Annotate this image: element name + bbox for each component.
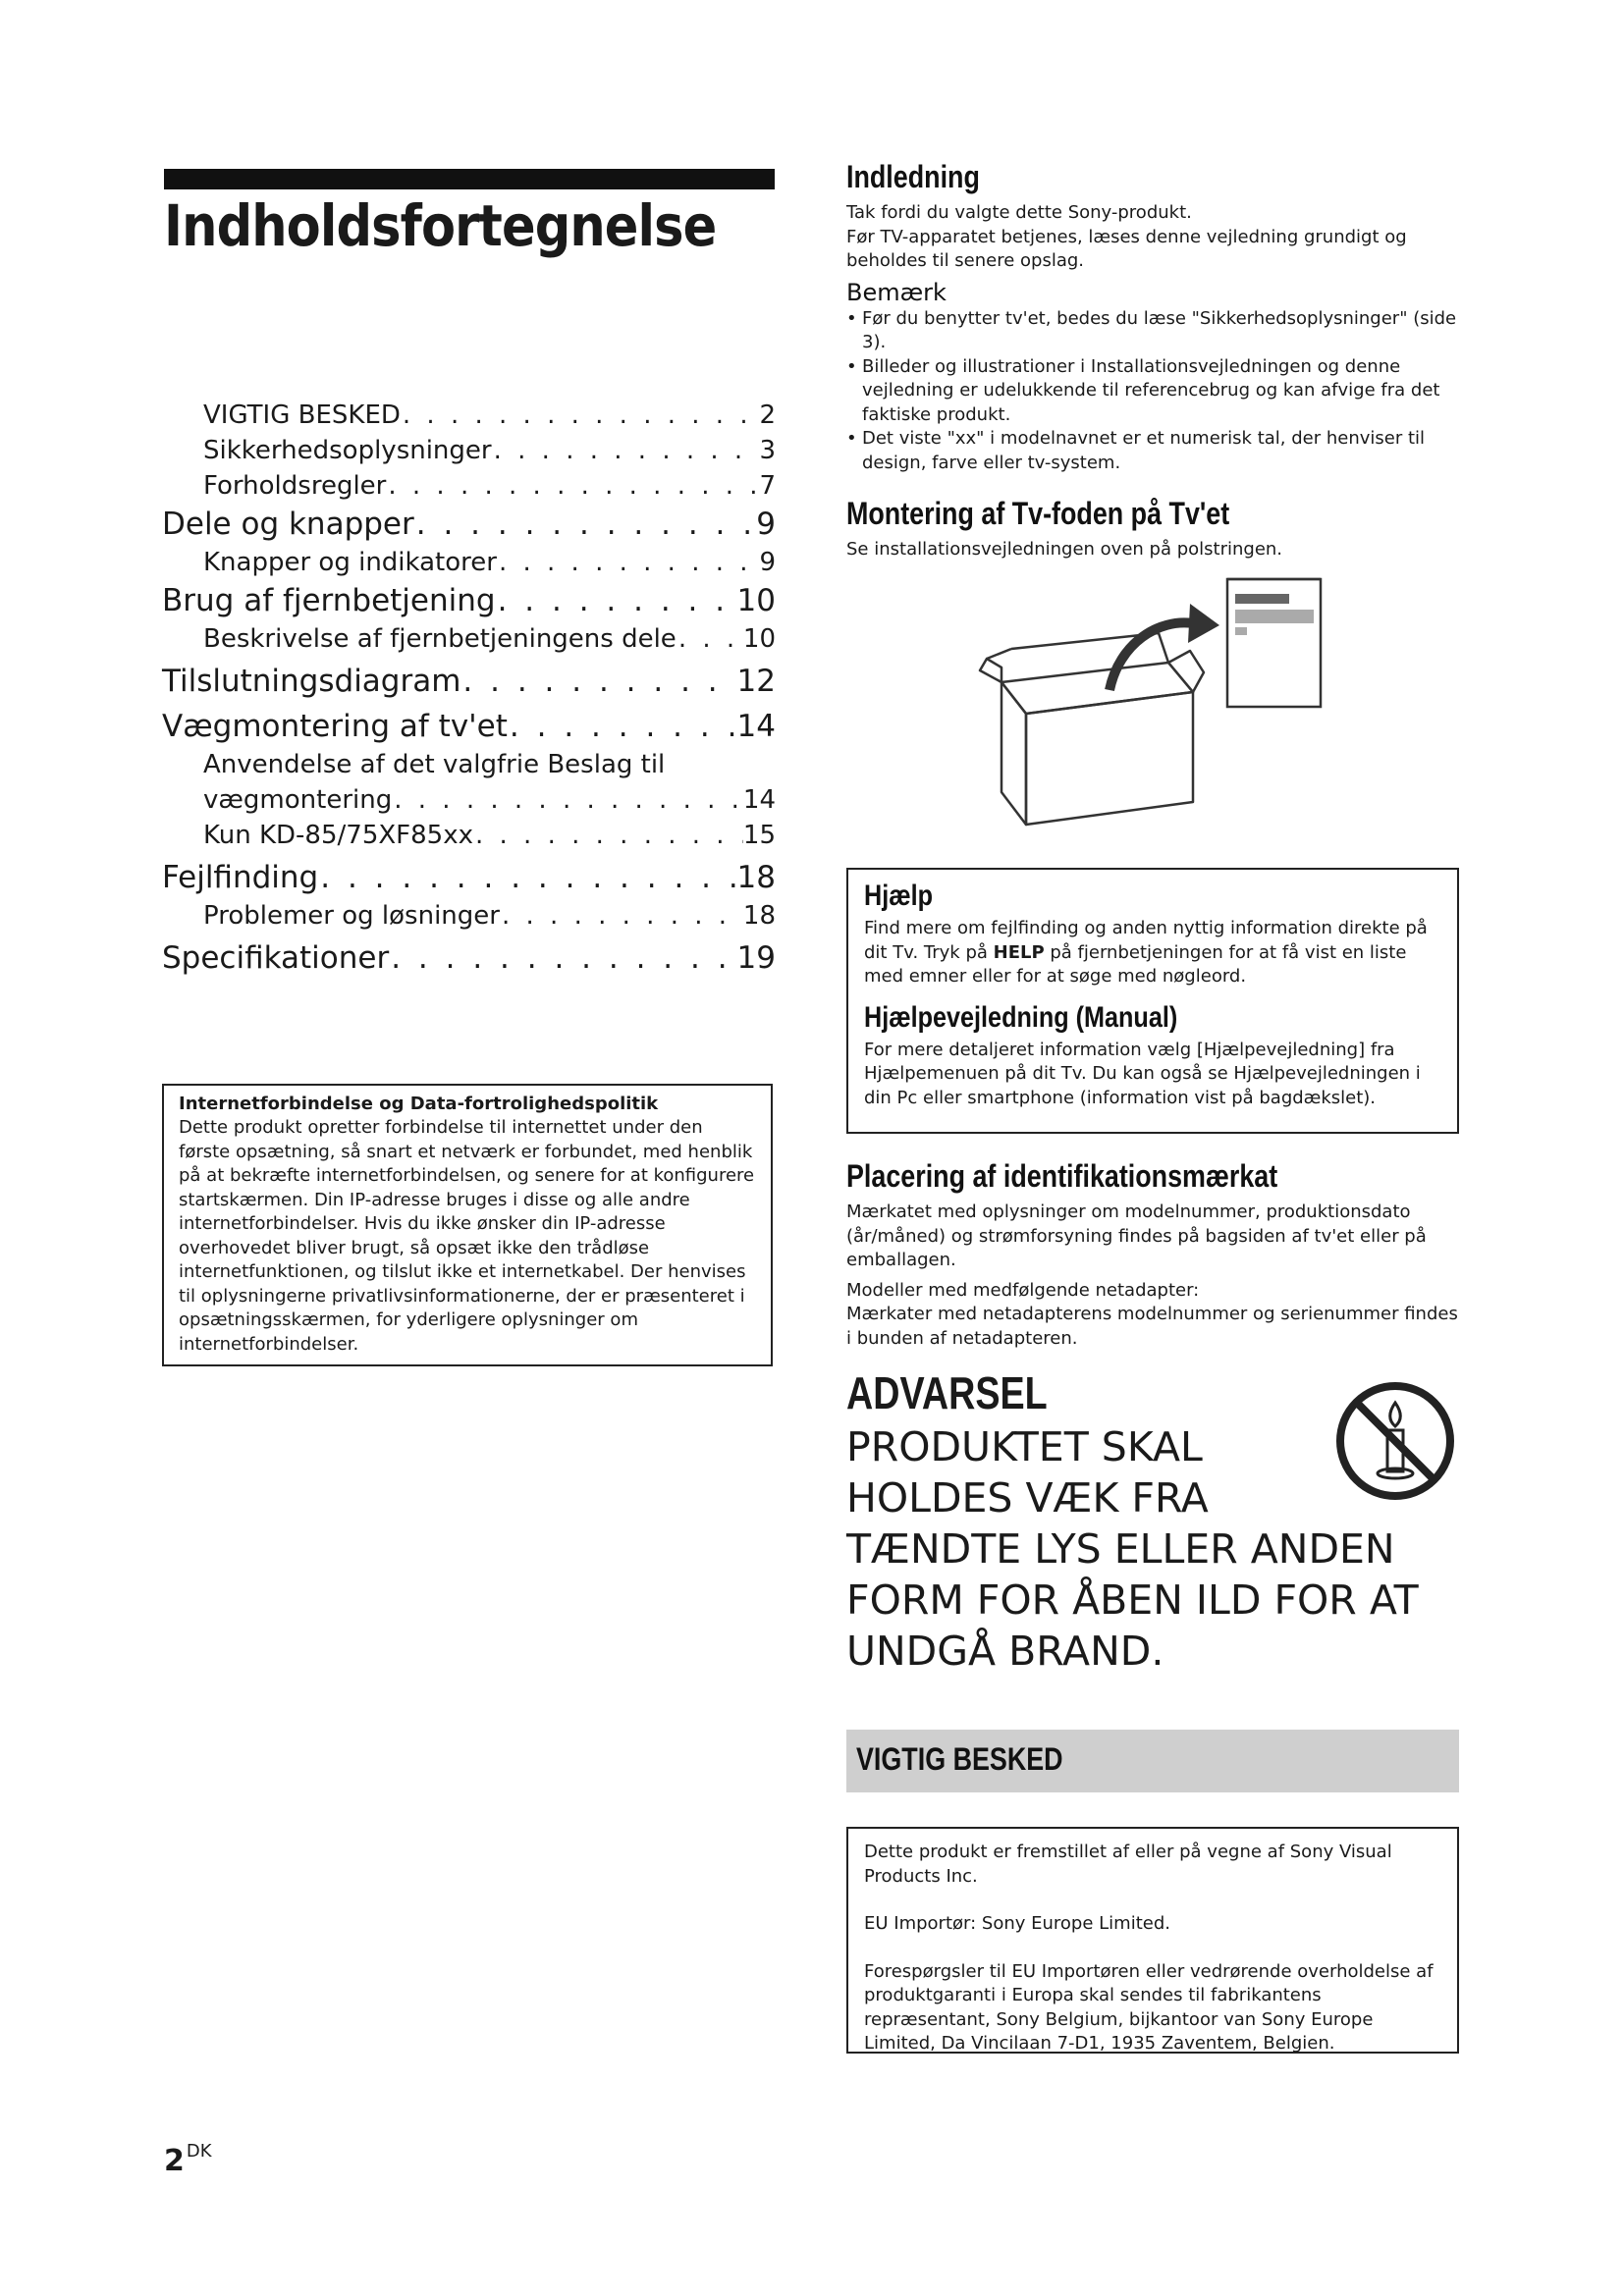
toc-entry-page: 7: [759, 471, 776, 501]
toc-entry-label: Dele og knapper: [162, 507, 414, 542]
note-item: • Før du benytter tv'et, bedes du læse "Sikkerhedsoplysninger" (side 3).: [846, 307, 1459, 355]
toc-entry[interactable]: [162, 937, 776, 979]
warning-line: TÆNDTE LYS ELLER ANDEN: [846, 1525, 1395, 1573]
toc-entry-page: 10: [736, 583, 776, 618]
toc-entry-page: 19: [736, 940, 776, 976]
no-open-flame-icon: [1333, 1379, 1457, 1503]
toc-entry-page: 15: [742, 821, 776, 850]
label-text2: Modeller med medfølgende netadapter:: [846, 1279, 1200, 1301]
toc-entry-label: Brug af fjernbetjening: [162, 583, 496, 618]
inquiry-text: Forespørgsler til EU Importøren eller vedrørende overholdelse af produktgaranti i Europa skal sendes til fabrikantens repræsentant, Sony Belgium, bijkantoor van Sony Europe Limited, Da Vincilaan 7-D1, 1935 Zaventem, Belgien.: [864, 1960, 1434, 2054]
toc-entry[interactable]: [162, 661, 776, 702]
note-item: • Billeder og illustrationer i Installationsvejledningen og denne vejledning er udelukkende til referencebrug og kan afvige fra det faktiske produkt.: [846, 355, 1459, 428]
help-key: HELP: [993, 941, 1045, 963]
toc-entry[interactable]: [203, 782, 776, 818]
privacy-text: Dette produkt opretter forbindelse til internettet under den første opsætning, så snart et netværk er forbundet, med henblik på at bekræfte internetforbindelsen, og senere for at konfigurere startskærmen. Din IP-adresse bruges i disse og alle andre internetforbindelser. Hvis du ikke ønsker din IP-adresse overhovedet bliver brugt, så opsæt ikke den trådløse internetfunktionen, og tilslut ikke et internetkabel. Der henvises til oplysningerne privatlivsinformationerne, der er præsenteret i opsætningsskærmen, for yderligere oplysninger om internetforbindelser.: [179, 1117, 755, 1355]
manufacturer-text: Dette produkt er fremstillet af eller på vegne af Sony Visual Products Inc.: [864, 1842, 1392, 1887]
toc-entry-page: 10: [742, 624, 776, 654]
intro-heading: Indledning: [846, 159, 980, 194]
manual-text: For mere detaljeret information vælg [Hjælpevejledning] fra Hjælpemenuen på dit Tv. Du kan også se Hjælpevejledningen i din Pc eller smartphone (information vist på bagdækslet).: [864, 1039, 1421, 1108]
label-heading: Placering af identifikationsmærkat: [846, 1158, 1278, 1194]
toc-entry-page: 12: [736, 664, 776, 699]
intro-line2: Før TV-apparatet betjenes, læses denne vejledning grundigt og beholdes til senere opslag.: [846, 226, 1407, 271]
warning-line: FORM FOR ÅBEN ILD FOR AT: [846, 1576, 1419, 1624]
toc-entry-page: 9: [756, 507, 776, 542]
toc-entry-label: Problemer og løsninger: [203, 901, 500, 931]
toc-entry-label: vægmontering: [203, 785, 393, 815]
toc-entry-page: 14: [742, 785, 776, 815]
toc-entry-page: 9: [759, 548, 776, 577]
title-bar-rule: [164, 169, 775, 189]
toc-entry-page: 3: [759, 436, 776, 465]
warning-title: ADVARSEL: [846, 1367, 1048, 1418]
toc-entry[interactable]: [203, 747, 776, 782]
note-heading: Bemærk: [846, 278, 947, 306]
toc-entry[interactable]: [203, 545, 776, 580]
manual-heading: Hjælpevejledning (Manual): [864, 1000, 1178, 1034]
toc-entry-label: Anvendelse af det valgfrie Beslag til: [203, 750, 666, 779]
toc-entry-page: 18: [736, 860, 776, 895]
toc-entry-label: VIGTIG BESKED: [203, 400, 401, 430]
mounting-section: [846, 496, 1459, 562]
toc-entry-label: Forholdsregler: [203, 471, 387, 501]
toc-entry[interactable]: [203, 468, 776, 504]
manufacturer-box: [846, 1827, 1459, 2054]
tv-box-illustration: [972, 574, 1335, 829]
importer-text: EU Importør: Sony Europe Limited.: [864, 1913, 1170, 1934]
toc-entry[interactable]: [203, 898, 776, 934]
intro-line1: Tak fordi du valgte dette Sony-produkt.: [846, 202, 1192, 223]
toc-entry[interactable]: [162, 580, 776, 621]
privacy-title: Internetforbindelse og Data-fortrolighedspolitik: [179, 1094, 659, 1114]
toc-entry-label: Tilslutningsdiagram: [162, 664, 461, 699]
label-text3: Mærkater med netadapterens modelnummer og serienummer findes i bunden af netadapteren.: [846, 1304, 1458, 1349]
intro-section: [846, 159, 1459, 475]
notice-banner-title: VIGTIG BESKED: [856, 1741, 1063, 1777]
toc-entry-page: 14: [736, 709, 776, 744]
privacy-notice-box: [162, 1084, 773, 1366]
label-text1: Mærkatet med oplysninger om modelnummer, produktionsdato (år/måned) og strømforsyning findes på bagsiden af tv'et eller på emballagen.: [846, 1201, 1427, 1270]
toc-entry-label: Kun KD-85/75XF85xx: [203, 821, 473, 850]
notice-banner: [846, 1730, 1459, 1792]
toc-entry-page: 2: [759, 400, 776, 430]
toc-entry[interactable]: [162, 706, 776, 747]
note-list: [846, 307, 1459, 476]
page-lang-code: DK: [186, 2141, 212, 2162]
warning-line: UNDGÅ BRAND.: [846, 1628, 1164, 1675]
warning-line: HOLDES VÆK FRA: [846, 1474, 1209, 1522]
warning-line: PRODUKTET SKAL: [846, 1423, 1203, 1470]
label-section: [846, 1158, 1459, 1351]
mounting-heading: Montering af Tv-foden på Tv'et: [846, 496, 1230, 531]
toc-entry[interactable]: [203, 433, 776, 468]
toc-entry[interactable]: [203, 398, 776, 433]
toc-entry-label: Knapper og indikatorer: [203, 548, 497, 577]
toc-entry-label: Specifikationer: [162, 940, 390, 976]
toc-entry-label: Beskrivelse af fjernbetjeningens dele: [203, 624, 677, 654]
help-text-a: Find mere om fejlfinding og anden nyttig information direkte på dit Tv. Tryk på: [864, 918, 1428, 963]
toc-entry-label: Vægmontering af tv'et: [162, 709, 508, 744]
toc-title: Indholdsfortegnelse: [164, 192, 717, 259]
help-heading: Hjælp: [864, 880, 934, 912]
toc-entry[interactable]: [162, 857, 776, 898]
toc-entry-page: 18: [742, 901, 776, 931]
mounting-text: Se installationsvejledningen oven på polstringen.: [846, 539, 1283, 560]
page-number: [164, 2141, 212, 2178]
toc-entry[interactable]: [162, 504, 776, 545]
toc-entry-label: Fejlfinding: [162, 860, 319, 895]
toc-entry[interactable]: [203, 818, 776, 853]
table-of-contents: [162, 398, 776, 979]
help-text: [864, 917, 1441, 989]
toc-entry-label: Sikkerhedsoplysninger: [203, 436, 492, 465]
note-item: • Det viste "xx" i modelnavnet er et numerisk tal, der henviser til design, farve eller tv-system.: [846, 427, 1459, 475]
toc-entry[interactable]: [203, 621, 776, 657]
page-number-value: 2: [164, 2144, 185, 2178]
help-text-b: på fjernbetjeningen for at få vist en liste med emner eller for at søge med nøgleord.: [864, 941, 1407, 987]
help-box: [846, 868, 1459, 1134]
